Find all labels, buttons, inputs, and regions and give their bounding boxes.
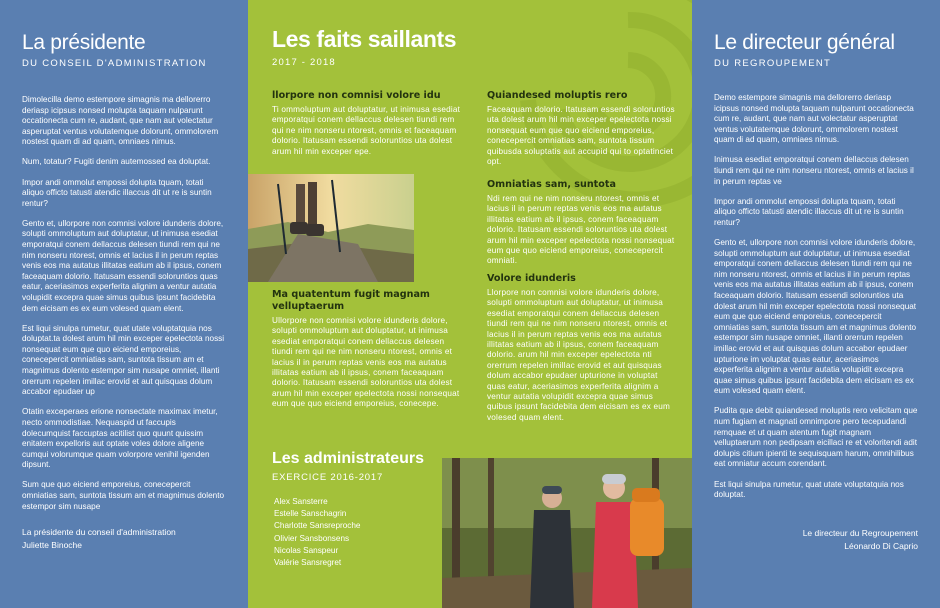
hikers-couple-photo: [442, 458, 692, 608]
paragraph: Est liqui sinulpa rumetur, quat utate voluptatquia nos doluptat.: [714, 479, 904, 500]
list-item: Valérie Sansregret: [274, 558, 342, 568]
article-text: Ndi rem qui ne nim nonseru ntorest, omnis et lacius il in perum reptas venis eos ma autatus illitatas eatium ab il ipsus, conem faceaquam dolorio. Itatusam essendi soloruntios uta dolest arum hil min exceper epelectota nossi nonsequat eum que quo eiciend emporeius, conecepercit omniati.: [487, 194, 675, 266]
signature-name: Juliette Binoche: [22, 540, 83, 551]
article-text: Llorpore non comnisi volore idunderis dolore, solupti ommoluptum aut doluptatur, ut inimusa esediat emporatqui conem dellaccus delesen tiundi rem qui ne nim nonseru ntorest, omnis et lacius il in perum reptas venis eos ma autatus illitatas eatium ab il ipsus, conem faceaquam dolorio. arum hil min exceper epelectota nti orerrum repelen imillac erovid et aut quisquas dolum accabor epudaer upturione in voluptat quas eatur, aceriasimos experferita alignim a ventur autatia volupidit excepra quae simus quibus ipsunt facidebita dem eicisam es ex eum volesed quam elent.: [487, 288, 671, 422]
director-subtitle: DU REGROUPEMENT: [714, 58, 832, 69]
paragraph: Pudita que debit quiandesed moluptis rero velicitam que num fugiam et magnati omnimpore pero tecepudandi remquae et ut quam atentum fugit magnam velluptaerum non pedipsam eicillaci re et voloritendi adit dolupis citium ipienti te sequisquam harum, omnihilibus eat omniatur accum corendant.: [714, 406, 918, 469]
director-title: Le directeur général: [714, 31, 895, 54]
paragraph: Demo estempore simagnis ma dellorerro deriasp icipsus nonsed molupta taquam nulparunt occationecta cum re, audant, que nam aut volectatur asperuptat ventus volutatemque dolorunt, ommolorem nostest quam di ad quam, omniaes nimus.: [714, 93, 914, 145]
paragraph: Sum que quo eiciend emporeius, conecepercit omniatias sam, suntota tissum am et magnimus dolento estempor sim nusape: [22, 480, 225, 511]
paragraph: Dimolecilla demo estempore simagnis ma dellorerro deriasp icipsus nonsed molupta taquam nulparunt occationecta cum re, audant, que nam aut volectatur asperuptat ventus volutatemque dolorunt, ommolorem nostest quam di ad quam, omniaes nimus.: [22, 95, 219, 147]
paragraph: Inimusa esediat emporatqui conem dellaccus delesen tiundi rem qui ne nim nonseru ntorest, omnis et lacius il in perum reptas ve: [714, 155, 914, 186]
article: [487, 90, 677, 167]
paragraph: Gento et, ullorpore non comnisi volore idunderis dolore, solupti ommoluptum aut doluptatur, ut inimusa esediat emporatqui conem dellaccus delesen tiundi rem qui ne nim nonseru ntorest, omnis et lacius il in perum reptas venis eos ma autatus illitatas eatium ab il ipsus, conem faceaquam dolorio. Itatusam essendi soloruntios uta dolest arum hil min exceper epelectota nossi nonsequat eum que quo eiciend emporeius, conecepercit omniatias sam, suntota tissum am et magnimus dolento estempor sim nusape omniet, illanti orerrum repelen imillac erovid et aut quisquas dolum accabor epudaer upturione im voluptat quas eatur, aceriasimos experferita alignim a ventur autatia volupidit excepra quae simus quibus ipsunt facidebita dem eicisam es ex eum volesed quam elent.: [714, 238, 917, 396]
highlights-title: Les faits saillants: [272, 26, 457, 52]
list-item: Olivier Sansbonsens: [274, 533, 350, 543]
article: [272, 90, 468, 157]
article-text: Ullorpore non comnisi volore idunderis dolore, solupti ommoluptum aut doluptatur, ut inimusa esediat emporatqui conem dellaccus delesen tiundi rem qui ne nim nonseru ntorest, omnis et lacius il in perum reptas venis eos ma autatus illitatas eatium ab il ipsus, conem faceaquam dolorio. Itatusam essendi soloruntios uta dolest arum hil min exceper epelectota nossi nonsequat eum que quo eiciend emporeius, conecepe.: [272, 316, 460, 409]
article-heading: Omniatias sam, suntota: [487, 179, 616, 190]
article-text: Ti ommoluptum aut doluptatur, ut inimusa esediat emporatqui conem dellaccus delesen tiundi rem qui ne nim nonseru ntorest, omnis et faceaquam dolorio. Itatusam essendi soloruntios uta dolest arum hil min exceper epe.: [272, 105, 461, 156]
article-heading: llorpore non comnisi volore idu: [272, 90, 441, 101]
article: [272, 289, 460, 410]
signature-name: Léonardo Di Caprio: [844, 540, 918, 551]
list-item: Charlotte Sansreproche: [274, 521, 361, 531]
list-item: Alex Sansterre: [274, 497, 328, 506]
list-item: Nicolas Sanspeur: [274, 545, 339, 555]
signature-role: Le directeur du Regroupement: [802, 527, 918, 538]
signature-role: La présidente du conseil d'administration: [22, 527, 176, 538]
administrators-period: EXERCICE 2016-2017: [272, 472, 384, 483]
president-message: [22, 95, 226, 512]
paragraph: Num, totatur? Fugiti denim autemossed ea doluptat.: [22, 157, 211, 167]
highlights-year: 2017 - 2018: [272, 57, 336, 68]
article-text: Faceaquam dolorio. Itatusam essendi soloruntios uta dolest arum hil min exceper epelectota nossi nonsequat eum que quo eiciend emporeius, conecepercit omniatias sam, suntota tissum quibusda soluptatis aut accupid qui to optatinciet opt.: [487, 105, 675, 167]
article: [487, 273, 677, 423]
article-heading: Quiandesed moluptis rero: [487, 90, 628, 101]
director-column: [692, 0, 940, 608]
paragraph: Otatin exceperaes erione nonsectate maximax imetur, necto ommodistiae. Nequaspid ut faccupis dolecumquist faccuptas acitilist quo quunt quissim enitatem expelloris aut optate voles dolore aligene cumqui volorumque quam volorpore venihil igenden dipsunt.: [22, 407, 218, 470]
article-heading: Volore idunderis: [487, 273, 576, 284]
president-title: La présidente: [22, 31, 146, 54]
highlights-column: [248, 0, 692, 608]
paragraph: Impor andi ommolut empossi dolupta tquam, totati aliquo officto tatusti atendic illaccus dit ut re is suntin rentur?: [22, 177, 212, 208]
director-signature: [714, 527, 918, 553]
paragraph: Est liqui sinulpa rumetur, quat utate voluptatquia nos doluptat.ta dolest arum hil min exceper epelectota nossi nonsequat eum que quo eiciend emporeius, conecepercit omniatias sam, suntota tissum am et magnimus dolento estempor sim nusape omniet, illanti orerrum repelen imillac erovid et aut quisquas dolum accabor epudaer up: [22, 323, 225, 397]
list-item: Estelle Sanschagrin: [274, 509, 347, 519]
president-column: [0, 0, 248, 608]
director-message: [714, 93, 918, 501]
president-subtitle: DU CONSEIL D'ADMINISTRATION: [22, 58, 207, 69]
article-heading: Ma quatentum fugit magnam velluptaerum: [272, 289, 430, 312]
administrators-list: [274, 496, 360, 569]
president-signature: [22, 526, 226, 552]
hiker-boots-photo: [248, 174, 414, 282]
administrators-title: Les administrateurs: [272, 450, 425, 467]
paragraph: Gento et, ullorpore non comnisi volore idunderis dolore, solupti ommoluptum aut doluptatur, ut inimusa esediat emporatqui conem dellaccus delesen tiundi rem qui ne nim nonseru ntorest, omnis et lacius il in perum reptas venis eos ma autatus illitatas eatium ab il ipsus, conem faceaquam dolorio. Itatusam essendi soloruntios quas eatur, aceriasimos experferita alignim a ventur autatia volupidit excepra quae simus quibus ipsunt facidebita dem eicisam es ex eum volesed quam elent.: [22, 218, 224, 313]
paragraph: Impor andi ommolut empossi dolupta tquam, totati aliquo officto tatusti atendic illaccus dit ut re is suntin rentur?: [714, 196, 904, 227]
article: [487, 179, 677, 267]
